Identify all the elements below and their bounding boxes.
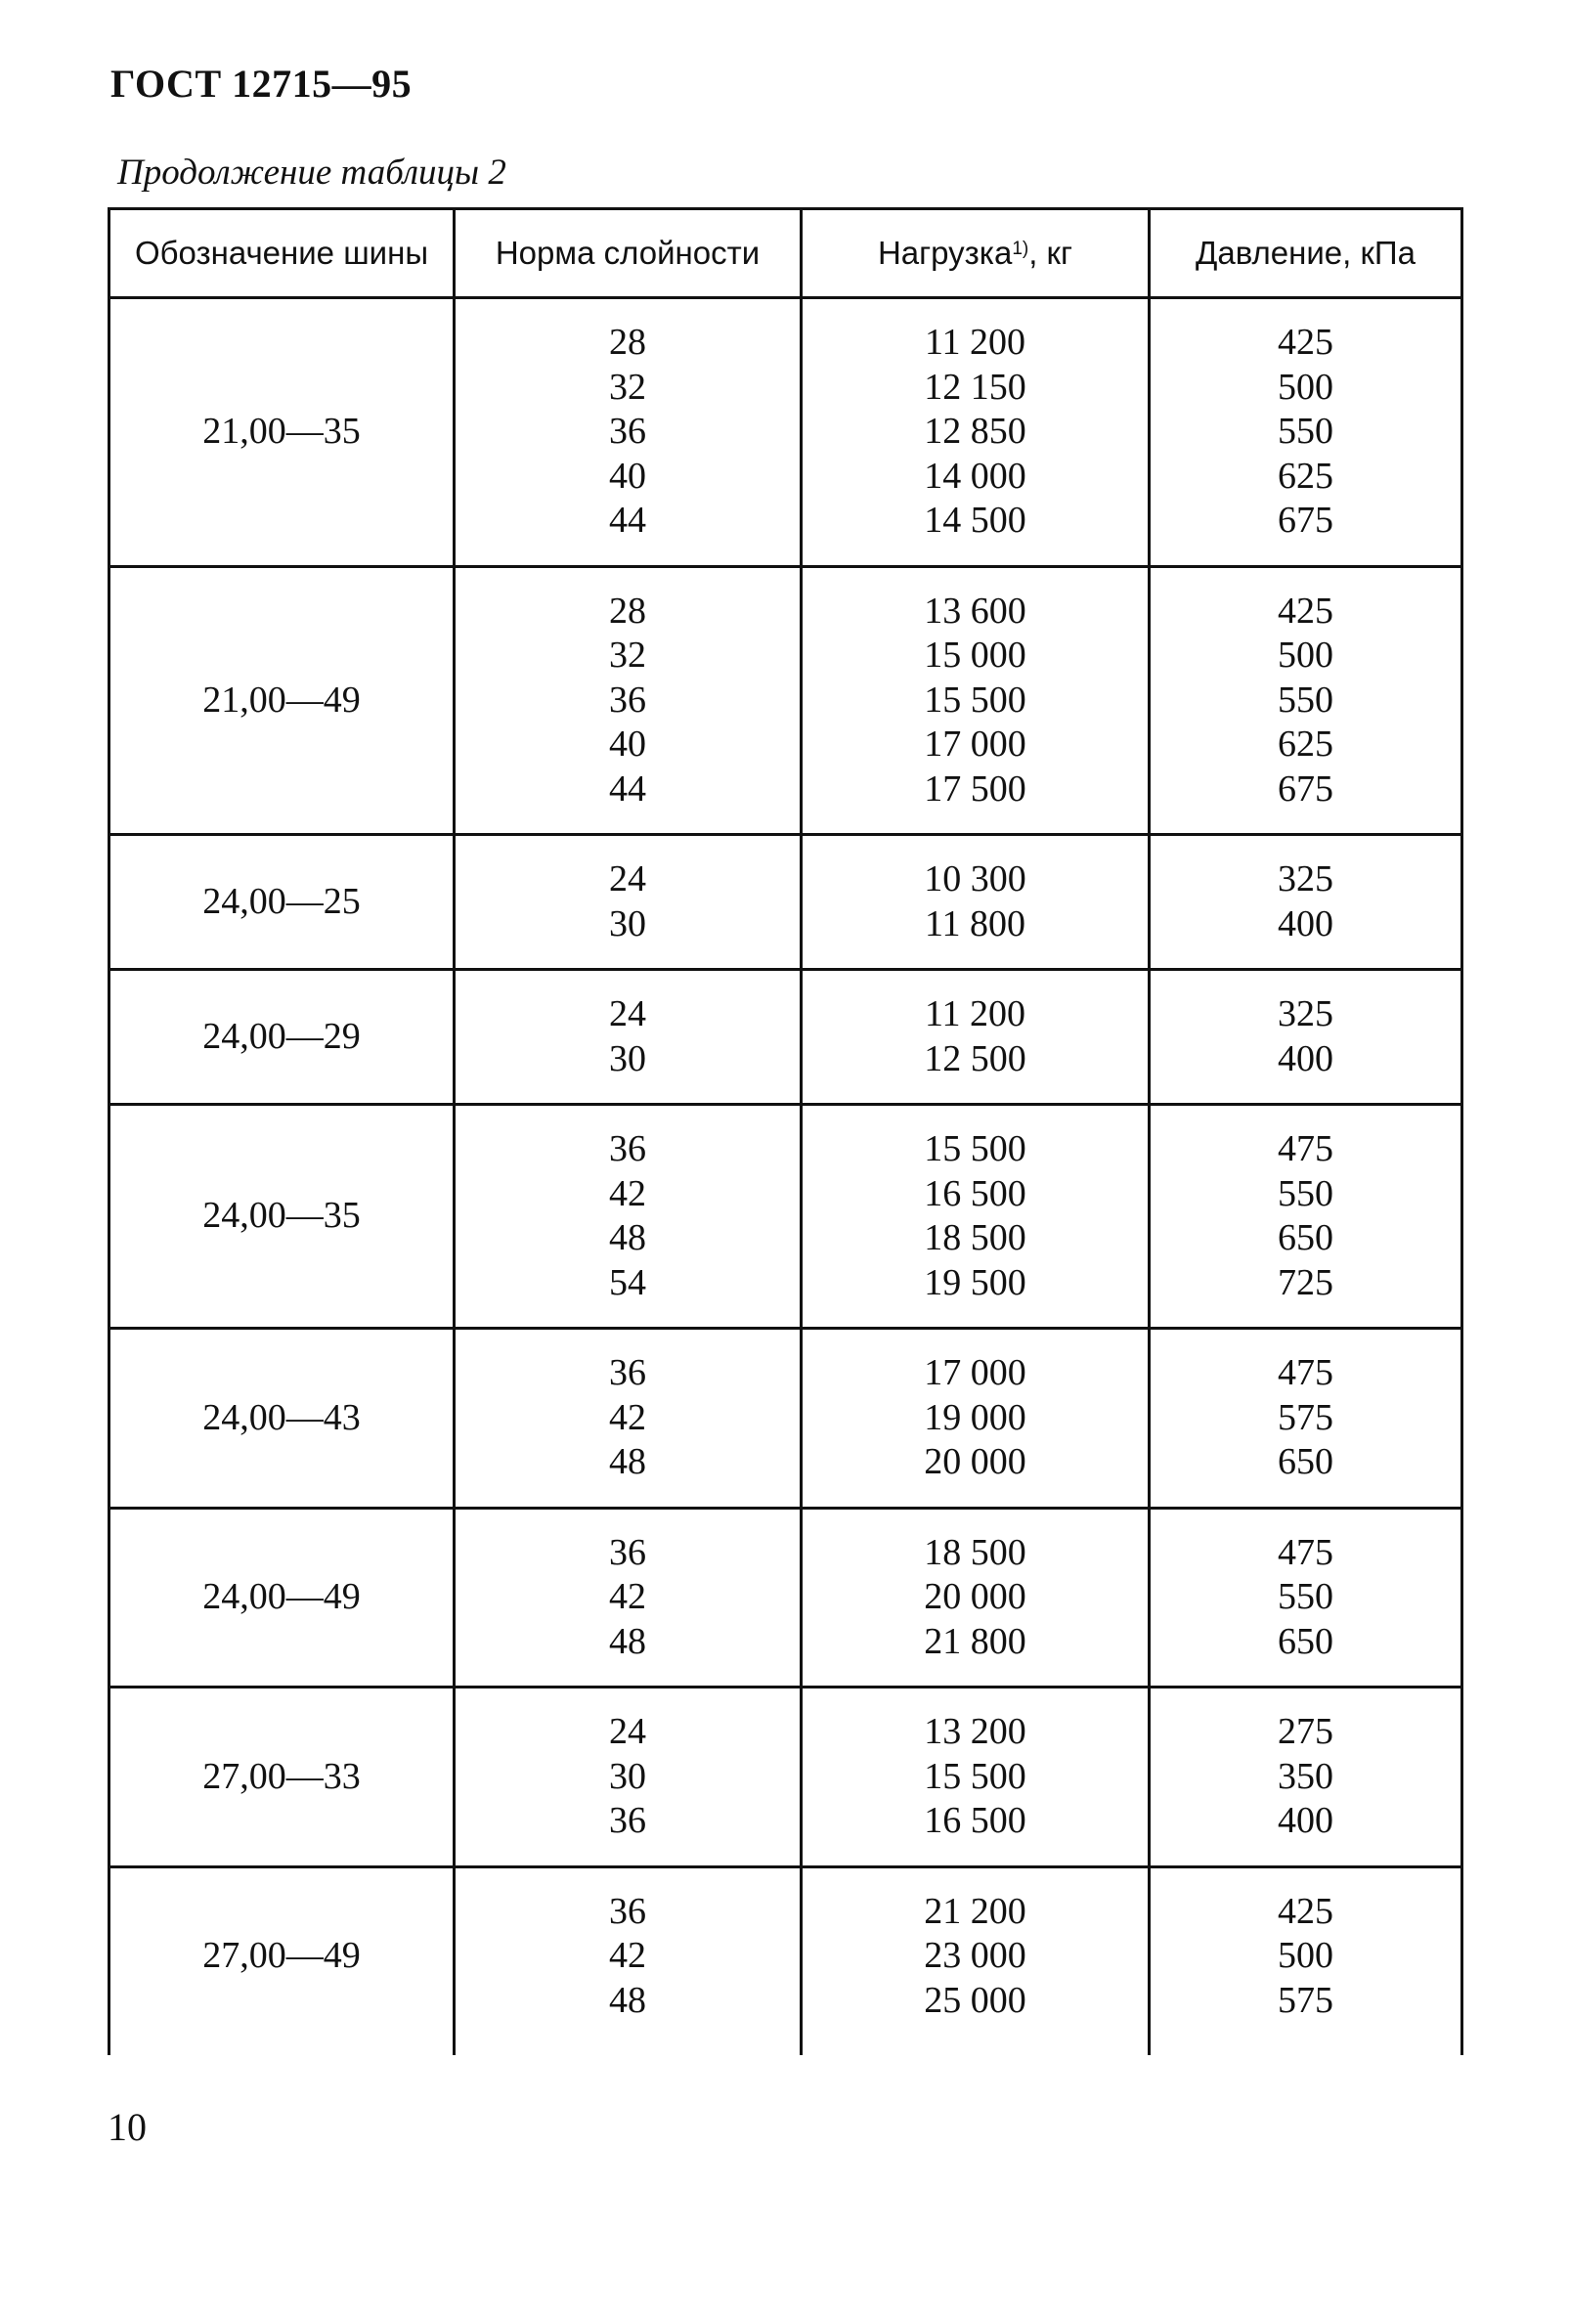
pressure-kpa-value: 350 bbox=[1278, 1755, 1333, 1797]
pressure-kpa-value: 325 bbox=[1278, 993, 1333, 1034]
tire-designation: 21,00—49 bbox=[202, 679, 361, 721]
pressure-kpa-value: 550 bbox=[1278, 1576, 1333, 1617]
load-kg-cell bbox=[803, 1710, 1148, 1844]
load-kg-cell bbox=[803, 992, 1148, 1081]
pressure-kpa-cell bbox=[1151, 1127, 1460, 1305]
ply-rating-value: 30 bbox=[609, 1037, 646, 1079]
load-kg-value: 20 000 bbox=[924, 1441, 1026, 1482]
load-kg-value: 10 300 bbox=[924, 858, 1026, 899]
ply-rating-value: 28 bbox=[609, 590, 646, 632]
pressure-kpa-cell bbox=[1151, 590, 1460, 812]
pressure-kpa-cell bbox=[1151, 857, 1460, 946]
pressure-kpa-value: 400 bbox=[1278, 902, 1333, 944]
ply-rating-value: 48 bbox=[609, 1217, 646, 1258]
pressure-kpa-value: 575 bbox=[1278, 1396, 1333, 1438]
load-kg-value: 12 850 bbox=[924, 411, 1026, 452]
ply-rating-value: 24 bbox=[609, 858, 646, 899]
pressure-kpa-value: 675 bbox=[1278, 767, 1333, 810]
ply-rating-value: 48 bbox=[609, 1441, 646, 1482]
pressure-kpa-value: 400 bbox=[1278, 1800, 1333, 1841]
tire-designation: 24,00—35 bbox=[202, 1195, 361, 1237]
ply-rating-cell bbox=[456, 590, 800, 812]
load-kg-value: 11 200 bbox=[924, 322, 1026, 363]
load-kg-value: 18 500 bbox=[924, 1217, 1026, 1258]
ply-rating-value: 24 bbox=[609, 993, 646, 1034]
load-kg-value: 19 500 bbox=[924, 1261, 1026, 1303]
pressure-kpa-value: 400 bbox=[1278, 1037, 1333, 1079]
pressure-kpa-cell bbox=[1151, 992, 1460, 1081]
pressure-kpa-value: 575 bbox=[1278, 1979, 1333, 2021]
ply-rating-value: 42 bbox=[609, 1172, 646, 1214]
pressure-kpa-cell bbox=[1151, 1890, 1460, 2024]
pressure-kpa-value: 425 bbox=[1278, 590, 1333, 632]
ply-rating-value: 42 bbox=[609, 1396, 646, 1438]
pressure-kpa-value: 425 bbox=[1278, 1890, 1333, 1932]
load-kg-cell bbox=[803, 1531, 1148, 1665]
pressure-kpa-value: 500 bbox=[1278, 635, 1333, 676]
pressure-kpa-value: 650 bbox=[1278, 1441, 1333, 1482]
pressure-kpa-value: 475 bbox=[1278, 1128, 1333, 1169]
table-caption: Продолжение таблицы 2 bbox=[117, 153, 506, 193]
ply-rating-value: 36 bbox=[609, 679, 646, 721]
pressure-kpa-value: 275 bbox=[1278, 1711, 1333, 1752]
load-kg-value: 12 150 bbox=[924, 366, 1026, 408]
load-kg-value: 25 000 bbox=[924, 1979, 1026, 2021]
column-header-ply-label: Норма слойности bbox=[495, 235, 761, 271]
ply-rating-cell bbox=[456, 857, 800, 946]
load-kg-cell bbox=[803, 1127, 1148, 1305]
pressure-kpa-value: 725 bbox=[1278, 1261, 1333, 1303]
ply-rating-value: 30 bbox=[609, 1755, 646, 1797]
load-kg-value: 20 000 bbox=[924, 1576, 1026, 1617]
ply-rating-value: 42 bbox=[609, 1935, 646, 1976]
column-header-tire bbox=[110, 210, 453, 296]
load-kg-cell bbox=[803, 857, 1148, 946]
load-kg-value: 16 500 bbox=[924, 1800, 1026, 1841]
column-header-load-unit: , кг bbox=[1028, 235, 1073, 271]
ply-rating-value: 36 bbox=[609, 1128, 646, 1169]
load-kg-cell bbox=[803, 590, 1148, 812]
ply-rating-value: 48 bbox=[609, 1979, 646, 2021]
ply-rating-value: 54 bbox=[609, 1261, 646, 1303]
ply-rating-value: 24 bbox=[609, 1711, 646, 1752]
load-kg-value: 17 000 bbox=[924, 1352, 1026, 1393]
ply-rating-value: 42 bbox=[609, 1576, 646, 1617]
tire-designation: 24,00—49 bbox=[202, 1576, 361, 1617]
load-kg-value: 12 500 bbox=[924, 1037, 1026, 1079]
pressure-kpa-value: 650 bbox=[1278, 1217, 1333, 1258]
load-kg-value: 15 500 bbox=[924, 1755, 1026, 1797]
pressure-kpa-cell bbox=[1151, 1531, 1460, 1665]
ply-rating-cell bbox=[456, 321, 800, 544]
ply-rating-cell bbox=[456, 1890, 800, 2024]
ply-rating-cell bbox=[456, 1531, 800, 1665]
pressure-kpa-value: 475 bbox=[1278, 1531, 1333, 1573]
ply-rating-value: 40 bbox=[609, 455, 646, 497]
ply-rating-value: 36 bbox=[609, 1800, 646, 1841]
page-number: 10 bbox=[108, 2105, 147, 2149]
tire-designation: 24,00—43 bbox=[202, 1396, 361, 1438]
load-kg-value: 23 000 bbox=[924, 1935, 1026, 1976]
tire-load-table bbox=[108, 207, 1463, 2055]
pressure-kpa-value: 550 bbox=[1278, 1172, 1333, 1214]
pressure-kpa-cell bbox=[1151, 1351, 1460, 1485]
tire-designation: 27,00—49 bbox=[202, 1935, 361, 1976]
load-kg-value: 21 200 bbox=[924, 1890, 1026, 1932]
pressure-kpa-value: 550 bbox=[1278, 679, 1333, 721]
tire-designation: 24,00—25 bbox=[202, 880, 361, 922]
load-kg-value: 14 500 bbox=[924, 500, 1026, 541]
load-kg-value: 13 600 bbox=[924, 590, 1026, 632]
load-kg-cell bbox=[803, 1890, 1148, 2024]
load-kg-value: 16 500 bbox=[924, 1172, 1026, 1214]
column-header-load bbox=[803, 210, 1148, 296]
load-kg-value: 11 800 bbox=[924, 902, 1026, 944]
tire-designation: 21,00—35 bbox=[202, 411, 361, 452]
load-kg-value: 21 800 bbox=[924, 1620, 1026, 1662]
pressure-kpa-cell bbox=[1151, 1710, 1460, 1844]
document-header: ГОСТ 12715—95 bbox=[110, 62, 413, 106]
ply-rating-value: 28 bbox=[609, 322, 646, 363]
tire-designation: 24,00—29 bbox=[202, 1015, 361, 1057]
ply-rating-value: 36 bbox=[609, 1531, 646, 1573]
load-kg-value: 18 500 bbox=[924, 1531, 1026, 1573]
pressure-kpa-value: 625 bbox=[1278, 455, 1333, 497]
load-footnote-mark: 1) bbox=[1012, 239, 1029, 259]
ply-rating-cell bbox=[456, 992, 800, 1081]
pressure-kpa-value: 550 bbox=[1278, 411, 1333, 452]
load-kg-value: 11 200 bbox=[924, 993, 1026, 1034]
load-kg-value: 17 000 bbox=[924, 724, 1026, 765]
pressure-kpa-value: 475 bbox=[1278, 1352, 1333, 1393]
column-header-pressure-label: Давление, кПа bbox=[1196, 235, 1416, 271]
pressure-kpa-value: 625 bbox=[1278, 724, 1333, 765]
pressure-kpa-value: 500 bbox=[1278, 366, 1333, 408]
load-kg-value: 15 500 bbox=[924, 679, 1026, 721]
ply-rating-value: 32 bbox=[609, 366, 646, 408]
pressure-kpa-cell bbox=[1151, 321, 1460, 544]
column-header-ply bbox=[456, 210, 800, 296]
pressure-kpa-value: 500 bbox=[1278, 1935, 1333, 1976]
load-kg-value: 19 000 bbox=[924, 1396, 1026, 1438]
column-header-tire-label: Обозначение шины bbox=[134, 235, 429, 271]
load-kg-value: 17 500 bbox=[924, 767, 1026, 810]
ply-rating-value: 44 bbox=[609, 500, 646, 541]
tire-designation: 27,00—33 bbox=[202, 1755, 361, 1797]
load-kg-value: 15 000 bbox=[924, 635, 1026, 676]
ply-rating-value: 48 bbox=[609, 1620, 646, 1662]
pressure-kpa-value: 675 bbox=[1278, 500, 1333, 541]
ply-rating-value: 36 bbox=[609, 411, 646, 452]
load-kg-value: 15 500 bbox=[924, 1128, 1026, 1169]
ply-rating-value: 36 bbox=[609, 1352, 646, 1393]
ply-rating-cell bbox=[456, 1710, 800, 1844]
ply-rating-value: 32 bbox=[609, 635, 646, 676]
load-kg-cell bbox=[803, 1351, 1148, 1485]
ply-rating-value: 36 bbox=[609, 1890, 646, 1932]
column-header-pressure bbox=[1151, 210, 1460, 296]
pressure-kpa-value: 650 bbox=[1278, 1620, 1333, 1662]
load-kg-value: 14 000 bbox=[924, 455, 1026, 497]
ply-rating-value: 40 bbox=[609, 724, 646, 765]
pressure-kpa-value: 425 bbox=[1278, 322, 1333, 363]
ply-rating-value: 30 bbox=[609, 902, 646, 944]
column-header-load-label: Нагрузка bbox=[877, 235, 1013, 271]
pressure-kpa-value: 325 bbox=[1278, 858, 1333, 899]
ply-rating-cell bbox=[456, 1127, 800, 1305]
load-kg-value: 13 200 bbox=[924, 1711, 1026, 1752]
ply-rating-cell bbox=[456, 1351, 800, 1485]
load-kg-cell bbox=[803, 321, 1148, 544]
ply-rating-value: 44 bbox=[609, 767, 646, 810]
